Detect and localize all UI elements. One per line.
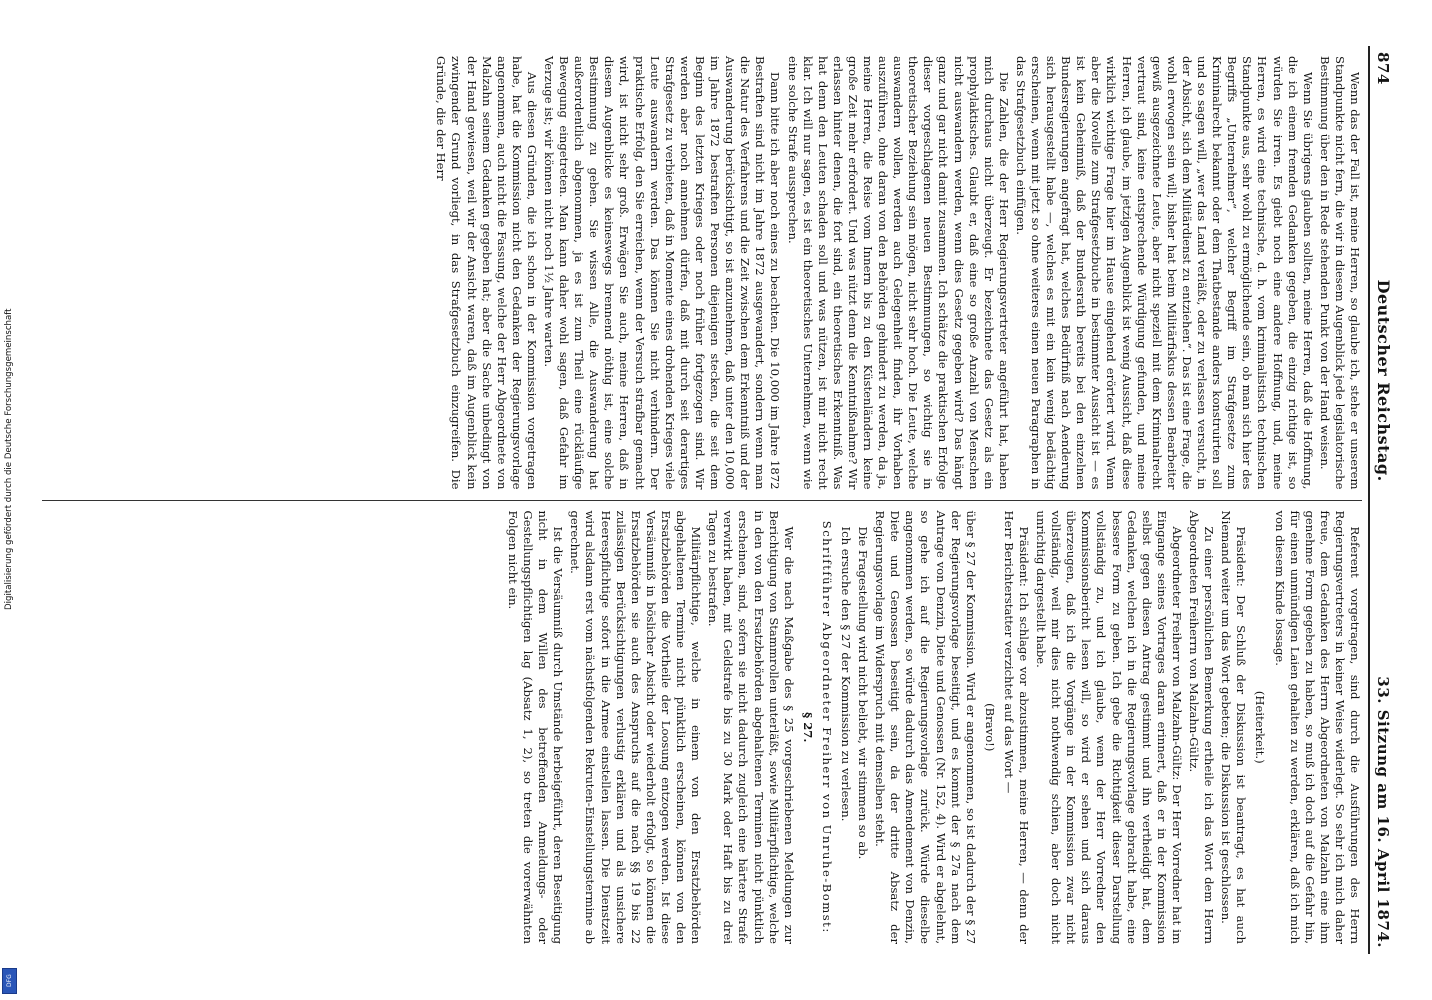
interjection: (Bravo!) xyxy=(982,703,997,752)
page-header xyxy=(1368,46,1393,954)
paragraph: Dann bitte ich aber noch eines zu beachten. Die 10,000 im Jahre 1872 Bestraften sind nicht im Jahre 1872 ausgewandert, sondern wenn man die Natur des Verfahrens und die Zeit zwischen dem Erkenntniß und der Auswanderung berücksichtigt, so ist anzunehmen, daß unter den 10,000 im Jahre 1872 bestraften Personen diejenigen stecken, die seit dem Beginn des letzten Krieges oder noch früher fortgezogen sind. Wir werden aber noch annehmen dürfen, daß mit durch seit derartiges Strafgesetz zu verbieten, daß in Momente eines drohenden Krieges viele Leute auswandern werden. Das können Sie nicht verhindern. Der praktische Erfolg, den Sie erreichen, wenn der Versuch strafbar gemacht wird, ist nicht sehr groß. Erwägen Sie auch, meine Herren, daß in diesem Augenblicke es keineswegs brennend nöthig ist, eine solche Bestimmung zu geben. Sie wissen Alle, die Auswanderung hat außerordentlich abgenommen, ja es ist zum Theil eine rückläufige Bewegung eingetreten. Man kann daher wohl sagen, daß Gefahr im Verzuge ist; wir können nicht noch 1½ Jahre warten. xyxy=(542,56,783,490)
session-line: 33. Sitzung am 16. April 1874. xyxy=(1374,676,1392,948)
speaker-line: Schriftführer Abgeordneter Freiherr von Unruhe-Bomst: xyxy=(819,520,834,934)
paragraph: Die Zahlen, die der Herr Regierungsvertreter angeführt hat, haben mich durchaus nicht überzeugt. Er bezeichnete das Gesetz als ein prophylaktisches. Glaubt er, daß eine so große Anzahl von Menschen nicht auswandern werden, wenn dies Gesetz gegeben wird? Das hängt ganz und gar nicht damit zusammen. Ich schätze die praktischen Erfolge dieser vorgeschlagenen neuen Bestimmungen, so wichtig sie in theoretischer Beziehung sein mögen, nicht sehr hoch. Die Leute, welche auswandern wollen, werden auch Gelegenheit finden, ihr Vorhaben auszuführen, ohne daran von den Behörden gehindert zu werden, da ja, meine Herren, die Reise vom Innern bis zu den Küstenländern keine große Zeit mehr erfordert. Und was nützt denn die Kenntnißnahme? Wir erlassen hinter denen, die fort sind, ein theoretisches Erkenntniß. Was hat denn den Leuten schaden soll und was nützen, ist mir nicht recht klar. Ich will nur sagen, es ist ein theoretisches Unternehmen, wenn wie eine solche Strafe aussprechen. xyxy=(785,56,1011,490)
page-number: 874 xyxy=(1374,52,1392,85)
paragraph: Militärpflichtige, welche in einem von den Ersatzbehörden abgehaltenen Termine nicht pünktlich erscheinen, können von den Ersatzbehörden die Vortheile der Loosung entzogen werden. Ist diese Versäumniß in böslicher Absicht oder wiederholt erfolgt, so können die Ersatzbehörden sie auch des Anspruchs auf die nach §§ 19 bis 22 zulässigen Berücksichtigungen verlustig erklären und als unsichere Heerespflichtige sofort in die Armee einstellen lassen. Die Dienstzeit wird alsdann erst vom nächstfolgenden Rekruten-Einstellungstermine ab gerechnet. xyxy=(568,510,704,944)
digitization-credit: Digitalisierung gefördert durch die Deutsche Forschungsgemeinschaft xyxy=(4,308,14,610)
paragraph: Zu einer persönlichen Bemerkung ertheile ich das Wort dem Herrn Abgeordneten Freiherrn von Malzahn-Gültz. xyxy=(1187,510,1217,944)
interjection: (Heiterkeit.) xyxy=(1253,690,1268,764)
paragraph: Wenn das der Fall ist, meine Herren, so glaube ich, stehe er unserem Standpunkte nicht fern, die wir in diesem Augenblick jede legislatorische Bestimmung über den in Rede stehenden Punkt von der Hand weisen. xyxy=(1317,56,1362,490)
right-column xyxy=(42,501,1368,955)
paragraph: Abgeordneter Freiherr von Malzahn-Gültz: Der Herr Vorredner hat im Eingange seines Vortrages daran erinnert, daß er in der Kommission selbst gegen diesen Antrag gestimmt und ihn vertheidigt hat, dem Gedanken, welchen ich in die Regierungsvorlage gebracht habe, eine bessere Form zu geben. Ich gebe die Richtigkeit dieser Darstellung vollständig zu, und ich glaube, wenn der Herr Vorredner den Kommissionsbericht lesen will, so wird er sehen und sich daraus überzeugen, daß ich die Vorgänge in der Kommission zwar nicht vollständig, weil mir dies nicht nothwendig schien, aber doch nicht unrichtig dargestellt habe. xyxy=(1034,510,1184,944)
paragraph: Wer die nach Maßgabe des § 25 vorgeschriebenen Meldungen zur Berichtigung von Stammrollen unterläßt, sowie Militärpflichtige, welche in den von den Ersatzbehörden abgehaltenen Terminen nicht pünktlich erscheinen, sind, sofern sie nicht dadurch zugleich eine härtere Strafe verwirkt haben, mit Geldstrafe bis zu 30 Mark oder Haft bis zu drei Tagen zu bestrafen. xyxy=(706,510,796,944)
paragraph: Präsident: Ich schlage vor abzustimmen, meine Herren, — denn der Herr Berichterstatter verzichtet auf das Wort — xyxy=(1001,510,1032,944)
page-title: Deutscher Reichstag. xyxy=(1374,279,1393,482)
paragraph: Aus diesen Gründen, die ich schon in der Kommission vorgetragen habe, hat die Kommission nicht den Gedanken der Regierungsvorlage angenommen, auch nicht die Fassung, welche der Herr Abgeordnete von Malzahn seinem Gedanken gegeben hat; aber die Sache unbedingt von der Hand gewiesen, weil wir der Ansicht waren, daß im Augenblick kein zwingender Grund vorliegt, in das Strafgesetzbuch einzugreifen. Die Gründe, die der Herr xyxy=(434,56,539,490)
text-columns xyxy=(42,46,1368,954)
section-heading: § 27. xyxy=(800,712,815,743)
paragraph: Ist die Versäumniß durch Umstände herbeigeführt, deren Beseitigung nicht in dem Willen des betreffenden Anmeldungs- oder Gestellungspflichtigen lag (Absatz 1, 2), so treten die vorerwähnten Folgen nicht ein. xyxy=(506,510,566,944)
paragraph: Ich ersuche den § 27 der Kommission zu verlesen. xyxy=(839,526,853,822)
scanned-page xyxy=(21,30,1411,970)
dfg-logo: DFG xyxy=(2,968,17,994)
paragraph: Referent vorgetragen, sind durch die Ausführungen des Herrn Regierungsvertreters in keiner Weise widerlegt. So sehr ich mich daher freue, dem Gedanken des Herrn Abgeordneten von Malzahn eine ihm genehme Form gegeben zu haben, so muß ich doch auf die Gefahr hin, für einen unmündigen Laien gehalten zu werden, erklären, daß ich mich von diesem Kinde lossage. xyxy=(1272,510,1362,944)
paragraph: Präsident: Der Schluß der Diskussion ist beantragt, es hat auch Niemand weiter um das Wort gebeten; die Diskussion ist geschlossen. xyxy=(1219,510,1249,944)
paragraph: Wenn Sie übrigens glauben sollten, meine Herren, daß die Hoffnung, die ich einem fremden Gedanken gegeben, die einzig richtige ist, so würden Sie irren. Es giebt noch eine andere Hoffnung, und, meine Herren, es wird eine technische, d. h. vom kriminalistisch technischen Standpunkte aus, sehr wohl zu ermöglichende sein, ob man sich hier des Begriffs „Unternehmer“, welcher Begriff im Strafgesetze zum Kriminalrecht bekannt oder dem Thatbestande anders konstruirten soll und so sagen will, „wer das Land verläßt, oder zu verlassen versucht, in der Absicht, sich dem Militärdienst zu entziehen“. Das ist eine Frage, die wohl erwogen sein will; bisher hat beim Militärfiskus dessen Bearbeiter gewiß ausgezeichnete Leute, aber nicht speziell mit dem Kriminalrecht vertraut sind, keine entsprechende Würdigung gefunden, und meine Herren, ich glaube, im jetzigen Augenblick ist wenig Aussicht, daß diese wirklich wichtige Frage hier im Hause eingehend erörtert wird. Wenn aber die Novelle zum Strafgesetzbuche in bestimmter Aussicht ist — es ist kein Geheimniß, daß der Bundesrath bereits bei den einzelnen Bundesregierungen angefragt hat, welches Bedürfniß nach Aenderung sich herausgestellt habe —, welches es mit ein kein wenig bedächtig erscheinen, wenn mit jetzt so ohne weiteres einen neuen Paragraphen in das Strafgesetzbuch einfügen. xyxy=(1013,56,1315,490)
left-column xyxy=(42,46,1368,500)
paragraph: Die Fragestellung wird nicht beliebt, wir stimmen so ab. xyxy=(856,526,871,860)
paragraph: über § 27 der Kommission. Wird er angenommen, so ist dadurch der § 27 der Regierungsvorlage beseitigt, und es kommt der § 27a nach dem Antrage von Denzin, Diete und Genossen (Nr. 152, 4). Wird er abgelehnt, so gehe ich auf die Regierungsvorlage zurück. Würde dieselbe angenommen werden, so würde dadurch das Amendement von Denzin, Diete und Genossen beseitigt sein, da der dritte Absatz der Regierungsvorlage im Widerspruch mit demselben steht. xyxy=(873,510,978,944)
